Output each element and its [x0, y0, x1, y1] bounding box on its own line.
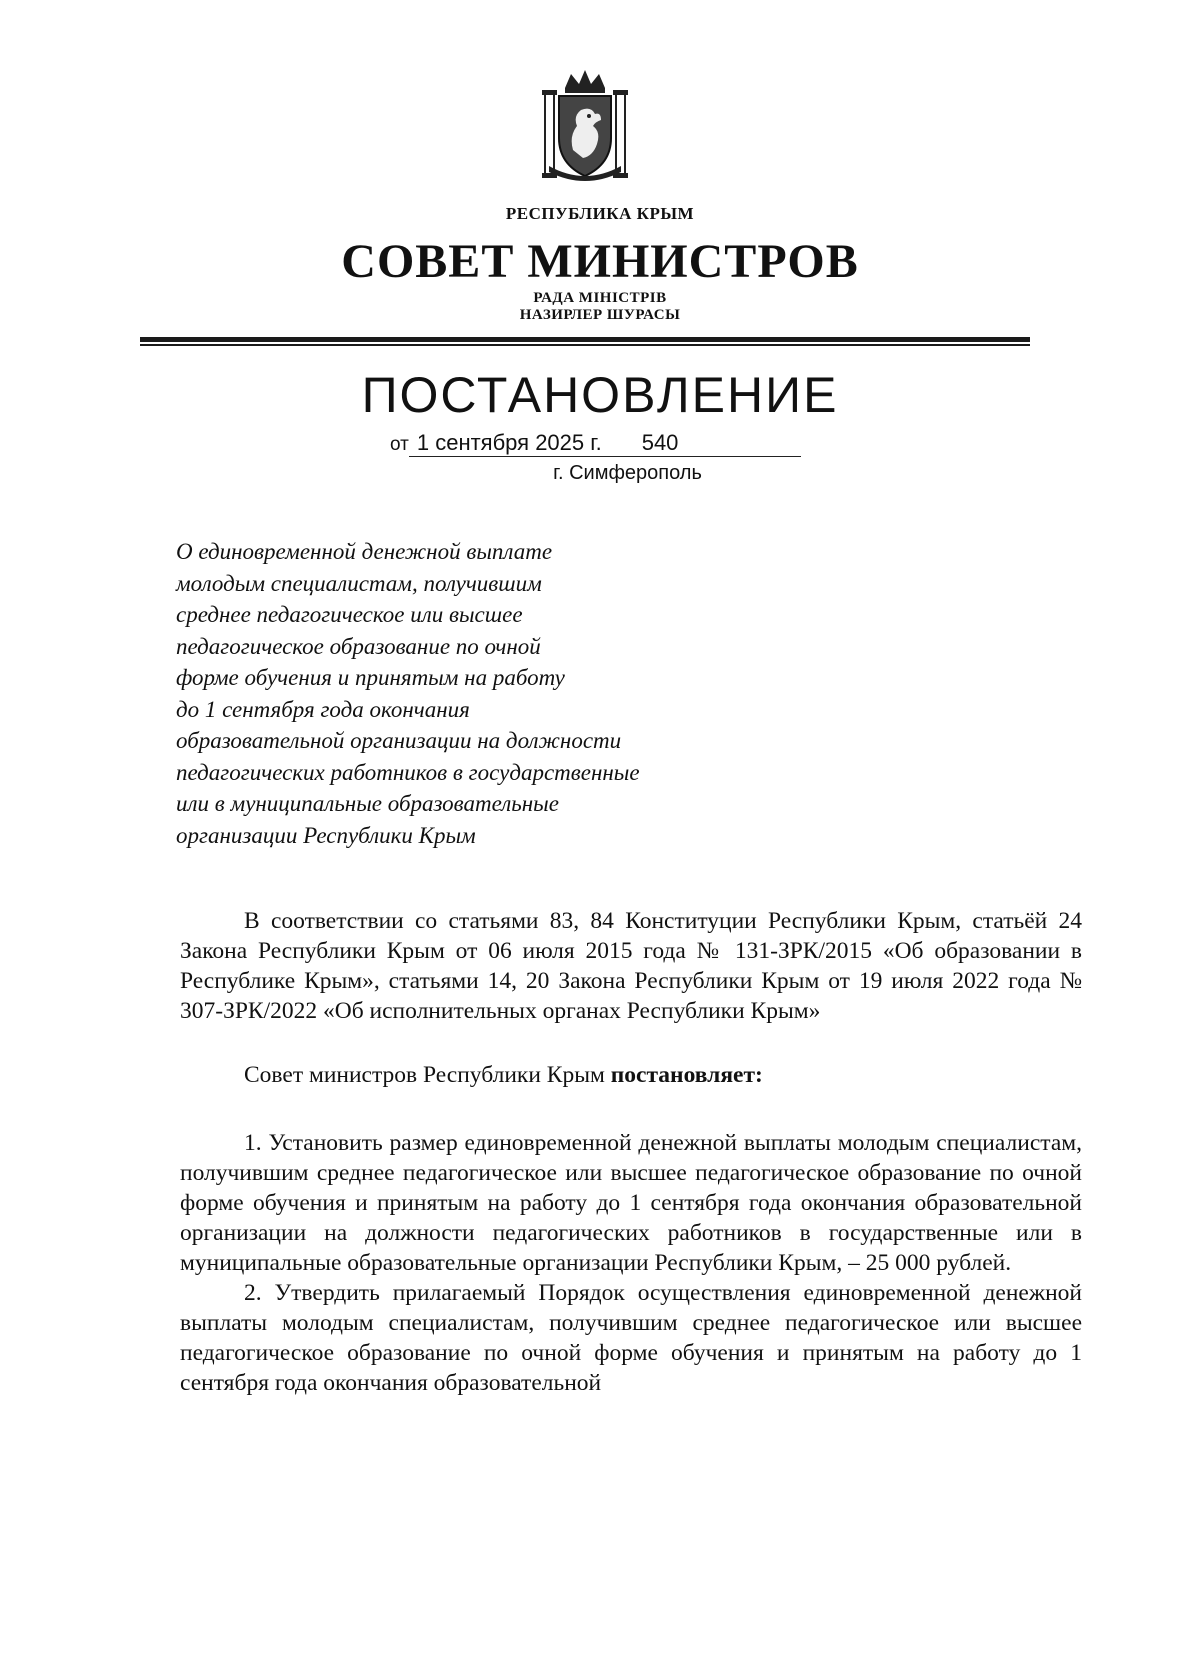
document-title	[176, 536, 776, 851]
document-number: 540	[641, 430, 679, 455]
resolves-paragraph	[180, 1060, 1082, 1090]
resolves-word: постановляет:	[610, 1062, 763, 1088]
header-divider	[140, 337, 1030, 342]
document-date: 1 сентября 2025 г.	[416, 430, 602, 455]
date-prefix: от	[390, 434, 409, 455]
title-line: до 1 сентября года окончания	[176, 696, 470, 722]
title-line: или в муниципальные образовательные	[176, 791, 559, 816]
title-line: среднее педагогическое или высшее	[176, 602, 523, 627]
preamble-paragraph: В соответствии со статьями 83, 84 Конституции Республики Крым, статьёй 24 Закона Республики Крым от 06 июля 2015 года № 131-ЗРК/2015 «Об образовании в Республике Крым», статьями 14, 20 Закона Республики Крым от 19 июля 2022 года № 307-ЗРК/2022 «Об исполнительных органах Республики Крым»	[180, 908, 1082, 1024]
document-date-line	[390, 430, 801, 457]
document-place: г. Симферополь	[553, 462, 702, 484]
title-line: форме обучения и принятым на работу	[176, 665, 565, 690]
title-line: О единовременной денежной выплате	[176, 539, 553, 564]
title-line: педагогических работников в государственные	[176, 759, 640, 785]
resolves-lead: Совет министров Республики Крым	[244, 1062, 605, 1088]
title-line: педагогическое образование по очной	[176, 633, 541, 659]
document-body	[180, 906, 1082, 1398]
title-line: образовательной организации на должности	[176, 728, 622, 753]
title-line: молодым специалистам, получившим	[176, 570, 542, 596]
date-number-field	[409, 430, 801, 457]
header-divider-thin	[140, 344, 1030, 346]
document-type: ПОСТАНОВЛЕНИЕ	[361, 367, 839, 423]
council-name: СОВЕТ МИНИСТРОВ	[341, 235, 859, 288]
item-1-paragraph: 1. Установить размер единовременной денежной выплаты молодым специалистам, получившим среднее педагогическое или высшее педагогическое образование по очной форме обучения и принятым на работу до 1 сентября года окончания образовательной организации на должности педагогических работников в государственные или в муниципальные образовательные организации Республики Крым, – 25 000 рублей.	[180, 1130, 1082, 1276]
council-name-ukrainian: РАДА МІНІСТРІВ	[533, 290, 667, 306]
crimea-coat-of-arms-icon	[535, 66, 635, 186]
title-line: организации Республики Крым	[176, 822, 476, 848]
republic-name: РЕСПУБЛИКА КРЫМ	[505, 204, 695, 223]
item-2-paragraph: 2. Утвердить прилагаемый Порядок осуществления единовременной денежной выплаты молодым специалистам, получившим среднее педагогическое или высшее педагогическое образование по очной форме обучения и принятым на работу до 1 сентября года окончания образовательной	[180, 1280, 1082, 1396]
council-name-crimean-tatar: НАЗИРЛЕР ШУРАСЫ	[519, 307, 681, 323]
